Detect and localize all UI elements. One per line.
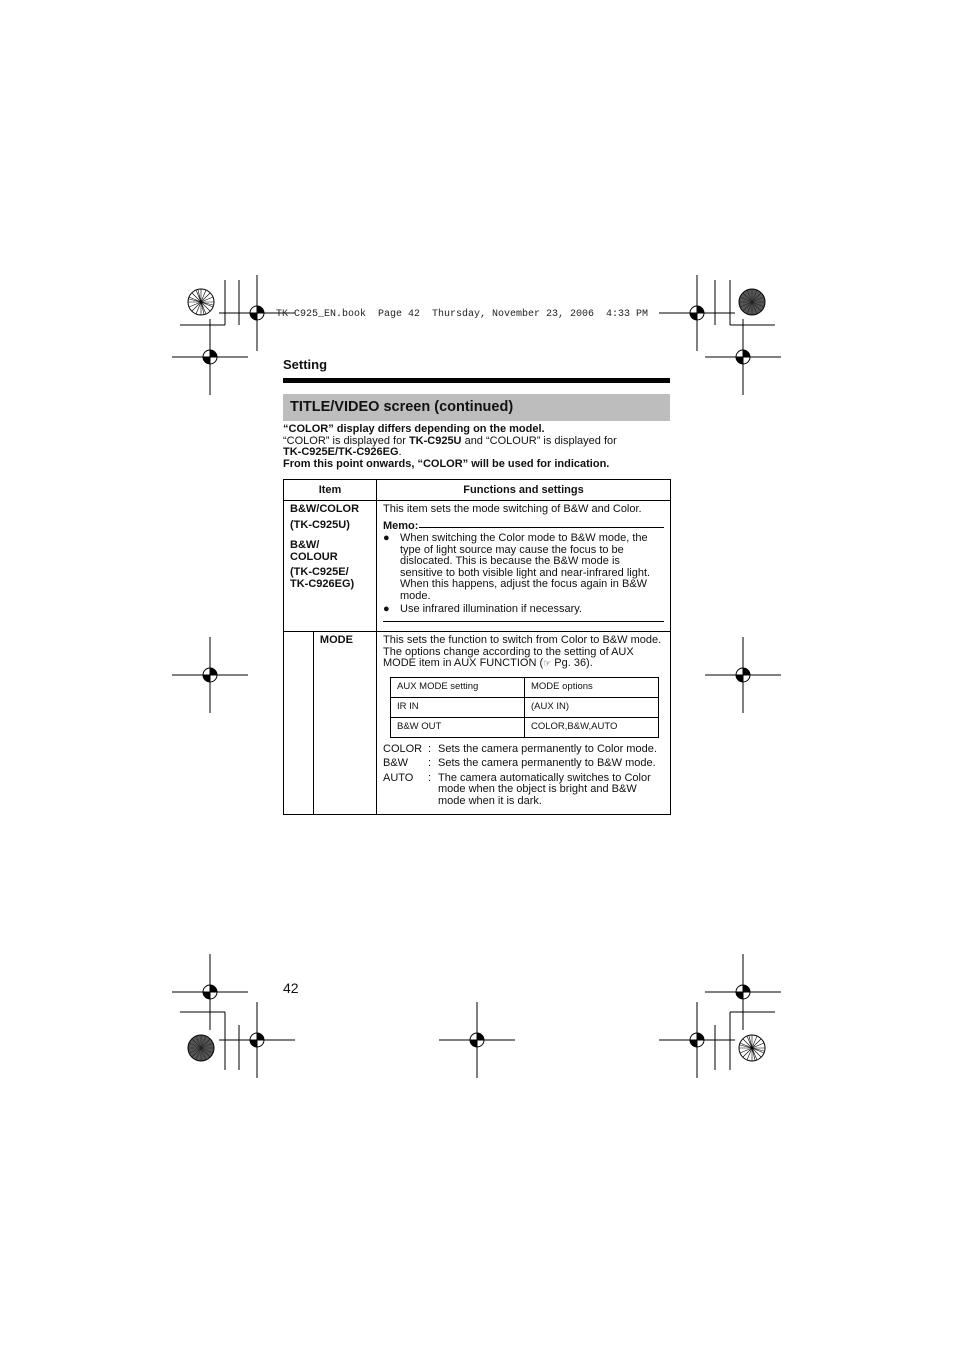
- mode-option-desc: Sets the camera permanently to B&W mode.: [438, 757, 656, 769]
- mode-option-desc: Sets the camera permanently to Color mode.: [438, 742, 657, 755]
- header-functions: Functions and settings: [377, 480, 671, 501]
- settings-table: [283, 479, 671, 815]
- mode-option: [383, 773, 664, 808]
- bullet-icon: ●: [383, 532, 390, 544]
- memo-label: Memo:: [383, 519, 419, 532]
- item-model-e: (TK-C925E/: [290, 566, 349, 578]
- intro-model-u: TK-C925U: [408, 434, 462, 447]
- mode-option-key: B&W: [383, 757, 409, 769]
- intro-line-1: “COLOR” display differs depending on the model.: [283, 423, 545, 435]
- mode-option-desc: The camera automatically switches to Color mode when the object is bright and B&W mode when it is dark.: [438, 771, 651, 807]
- aux-cell: B&W OUT: [391, 717, 525, 737]
- aux-header-options: MODE options: [525, 677, 659, 697]
- colon: :: [428, 771, 432, 784]
- indent-cell: [284, 632, 314, 815]
- bullet-icon: ●: [383, 603, 390, 615]
- mode-desc-b: Pg. 36).: [551, 657, 593, 669]
- item-bw-label: B&W/: [290, 539, 320, 551]
- aux-header-setting: AUX MODE setting: [391, 677, 525, 697]
- title-bar: [283, 394, 670, 421]
- aux-mode-table: [390, 677, 659, 738]
- memo-item: [383, 533, 664, 602]
- header-item: Item: [284, 480, 377, 501]
- memo-rule: [419, 527, 664, 528]
- colon: :: [428, 742, 432, 755]
- item-mode: MODE: [313, 632, 376, 815]
- memo-text-2: Use infrared illumination if necessary.: [400, 603, 582, 615]
- mode-option: [383, 744, 664, 756]
- page-ref-icon: ☞: [543, 659, 552, 669]
- memo-item: [383, 604, 664, 616]
- mode-option: [383, 758, 664, 770]
- mode-option-key: COLOR: [383, 742, 423, 755]
- mode-desc-a: This sets the function to switch from Color to B&W mode. The options change according to the setting of AUX MODE item in AUX FUNCTION (: [383, 634, 662, 669]
- aux-cell: COLOR,B&W,AUTO: [525, 717, 659, 737]
- header-rule: [283, 378, 670, 383]
- colon: :: [428, 757, 432, 769]
- intro-line-2c: and “COLOUR” is displayed for: [461, 434, 617, 447]
- mode-option-key: AUTO: [383, 771, 414, 784]
- intro-model-e: TK-C925E/TK-C926EG: [283, 446, 399, 458]
- item-bw-color-label: B&W/COLOR: [290, 503, 360, 515]
- page-title: TITLE/VIDEO screen (continued): [290, 399, 514, 415]
- mode-desc-text: [383, 635, 664, 671]
- memo-end-rule: [383, 621, 664, 622]
- intro-line-4: From this point onwards, “COLOR” will be used for indication.: [283, 457, 610, 470]
- page-number: 42: [283, 980, 299, 996]
- print-info-line: TK-C925_EN.book Page 42 Thursday, November 23, 2006 4:33 PM: [276, 309, 649, 320]
- aux-cell: (AUX IN): [525, 697, 659, 717]
- memo-text-1: When switching the Color mode to B&W mode, the type of light source may cause the focus to be dislocated. This is because the B&W mode is sensitive to both visible light and near-infrared light. When this happens, adjust the focus again in B&W mode.: [400, 532, 651, 602]
- bw-color-desc-text: This item sets the mode switching of B&W and Color.: [383, 503, 642, 515]
- aux-cell: IR IN: [391, 697, 525, 717]
- item-model-eg: TK-C926EG): [290, 577, 355, 590]
- item-colour-label: COLOUR: [290, 550, 338, 563]
- bw-color-description: [377, 501, 671, 632]
- section-label: Setting: [283, 357, 328, 372]
- item-model-u: (TK-C925U): [290, 518, 350, 531]
- mode-description: [377, 632, 671, 815]
- item-bw-color: [284, 501, 377, 632]
- intro-text: [283, 424, 683, 470]
- intro-line-2a: “COLOR” is displayed for: [283, 434, 409, 447]
- intro-line-3b: .: [398, 446, 402, 458]
